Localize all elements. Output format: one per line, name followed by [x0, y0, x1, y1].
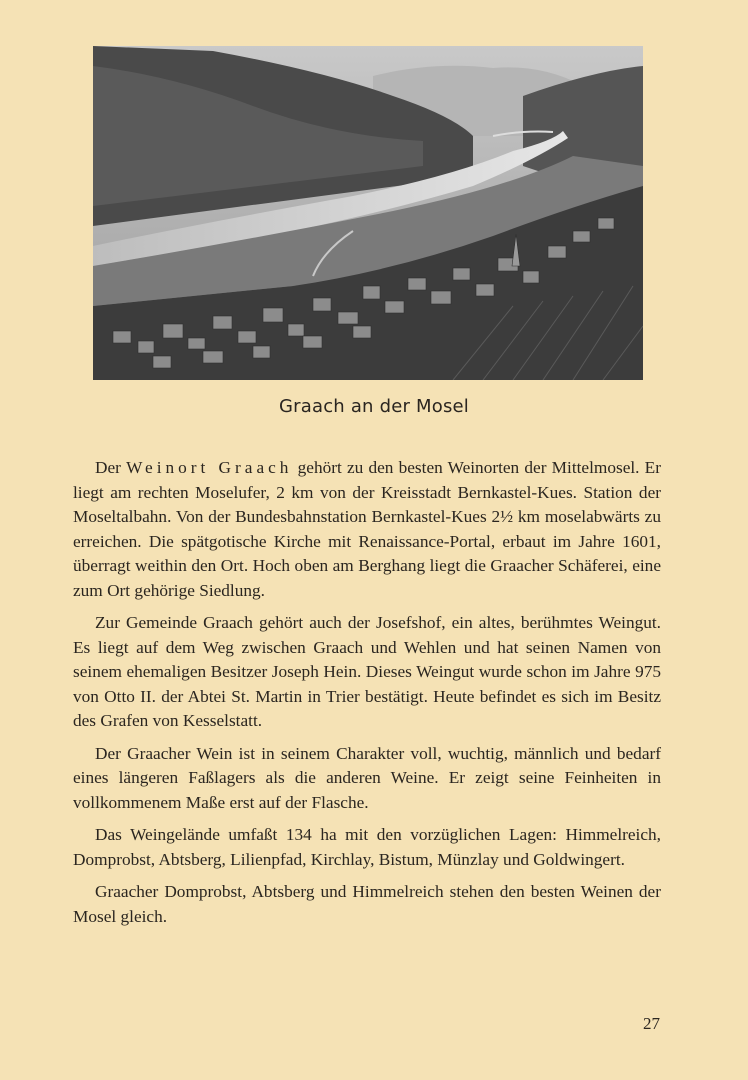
village-river-photo	[93, 46, 643, 380]
paragraph: Graacher Domprobst, Abtsberg und Himmelreich stehen den besten Weinen der Mosel gleich.	[73, 882, 661, 926]
emphasized-place-name: Weinort Graach	[126, 458, 293, 477]
paragraph: Zur Gemeinde Graach gehört auch der Josefshof, ein altes, berühmtes Weingut. Es liegt auf dem Weg zwischen Graach und Wehlen und hat seinen Namen von seinem ehemaligen Besitzer Joseph Hein. Dieses Weingut wurde schon im Jahre 975 von Otto II. der Abtei St. Martin in Trier bestätigt. Heute befindet es sich im Besitz des Grafen von Kesselstatt.	[73, 613, 661, 730]
paragraph: Der Graacher Wein ist in seinem Charakter voll, wuchtig, männlich und bedarf eines längeren Faßlagers als die anderen Weine. Er zeigt seine Feinheiten in vollkommenem Maße erst auf der Flasche.	[73, 743, 661, 812]
photo-caption: Graach an der Mosel	[278, 396, 469, 417]
paragraph: Das Weingelände umfaßt 134 ha mit den vorzüglichen Lagen: Himmelreich, Domprobst, Abtsberg, Lilienpfad, Kirchlay, Bistum, Münzlay und Goldwingert.	[73, 825, 661, 869]
paragraph: Der Weinort Graach gehört zu den besten Weinorten der Mittelmosel. Er liegt am rechten Moselufer, 2 km von der Kreisstadt Bernkastel-Kues. Station der Moseltalbahn. Von der Bundesbahnstation Bernkastel-Kues 2½ km moselabwärts zu erreichen. Die spätgotische Kirche mit Renaissance-Portal, erbaut im Jahre 1601, überragt weithin den Ort. Hoch oben am Berghang liegt die Graacher Schäferei, eine zum Ort gehörige Siedlung.	[73, 458, 661, 600]
page-number: 27	[643, 1014, 660, 1033]
body-text	[73, 456, 661, 937]
